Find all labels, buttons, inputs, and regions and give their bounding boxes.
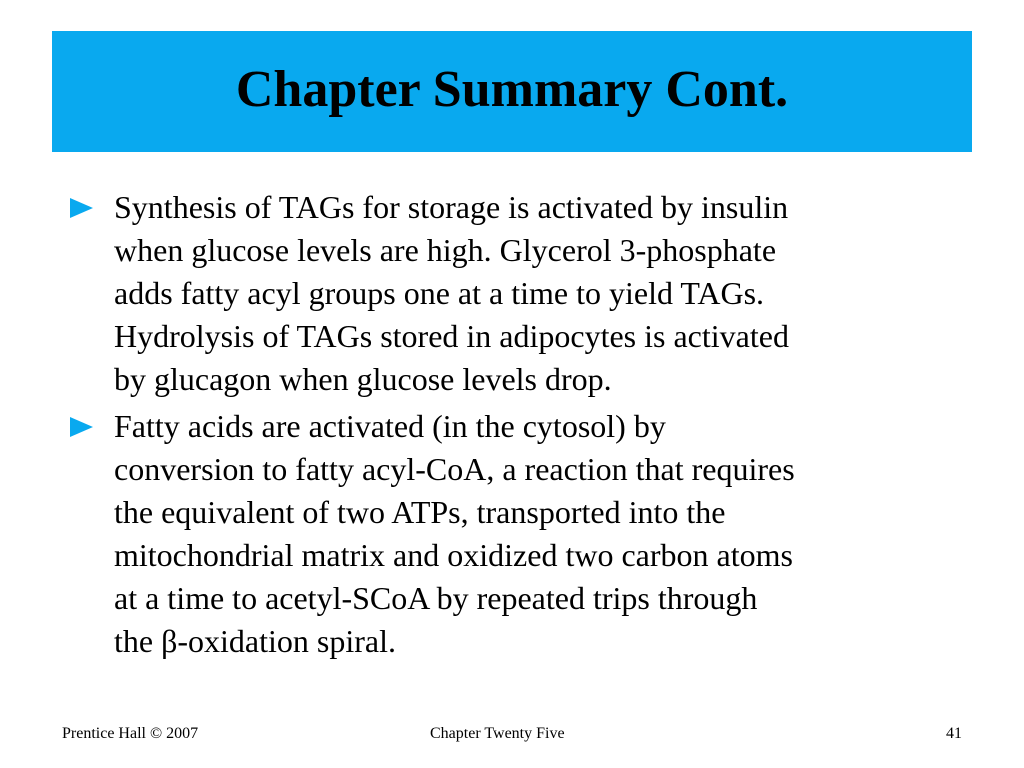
- bullet-line: mitochondrial matrix and oxidized two carbon atoms: [114, 537, 793, 573]
- bullet-line: the equivalent of two ATPs, transported into the: [114, 494, 726, 530]
- title-bar: [52, 31, 972, 152]
- bullet-line: Hydrolysis of TAGs stored in adipocytes is activated: [114, 318, 789, 354]
- footer-copyright: Prentice Hall © 2007: [62, 725, 199, 742]
- bullet-list: [68, 186, 968, 667]
- right-pointer-icon: [68, 407, 96, 447]
- bullet-line: the β-oxidation spiral.: [114, 623, 396, 659]
- bullet-item: [68, 405, 968, 663]
- bullet-line: by glucagon when glucose levels drop.: [114, 361, 612, 397]
- footer-chapter: Chapter Twenty Five: [430, 725, 565, 742]
- bullet-line: adds fatty acyl groups one at a time to yield TAGs.: [114, 275, 765, 311]
- bullet-item: [68, 186, 968, 401]
- bullet-line: at a time to acetyl-SCoA by repeated trips through: [114, 580, 758, 616]
- bullet-line: Fatty acids are activated (in the cytosol) by: [114, 408, 666, 444]
- bullet-line: when glucose levels are high. Glycerol 3-phosphate: [114, 232, 777, 268]
- slide-title: Chapter Summary Cont.: [235, 61, 789, 118]
- bullet-line: conversion to fatty acyl-CoA, a reaction that requires: [114, 451, 795, 487]
- right-pointer-icon: [68, 188, 96, 228]
- slide-number: 41: [946, 725, 962, 742]
- bullet-line: Synthesis of TAGs for storage is activated by insulin: [114, 189, 789, 225]
